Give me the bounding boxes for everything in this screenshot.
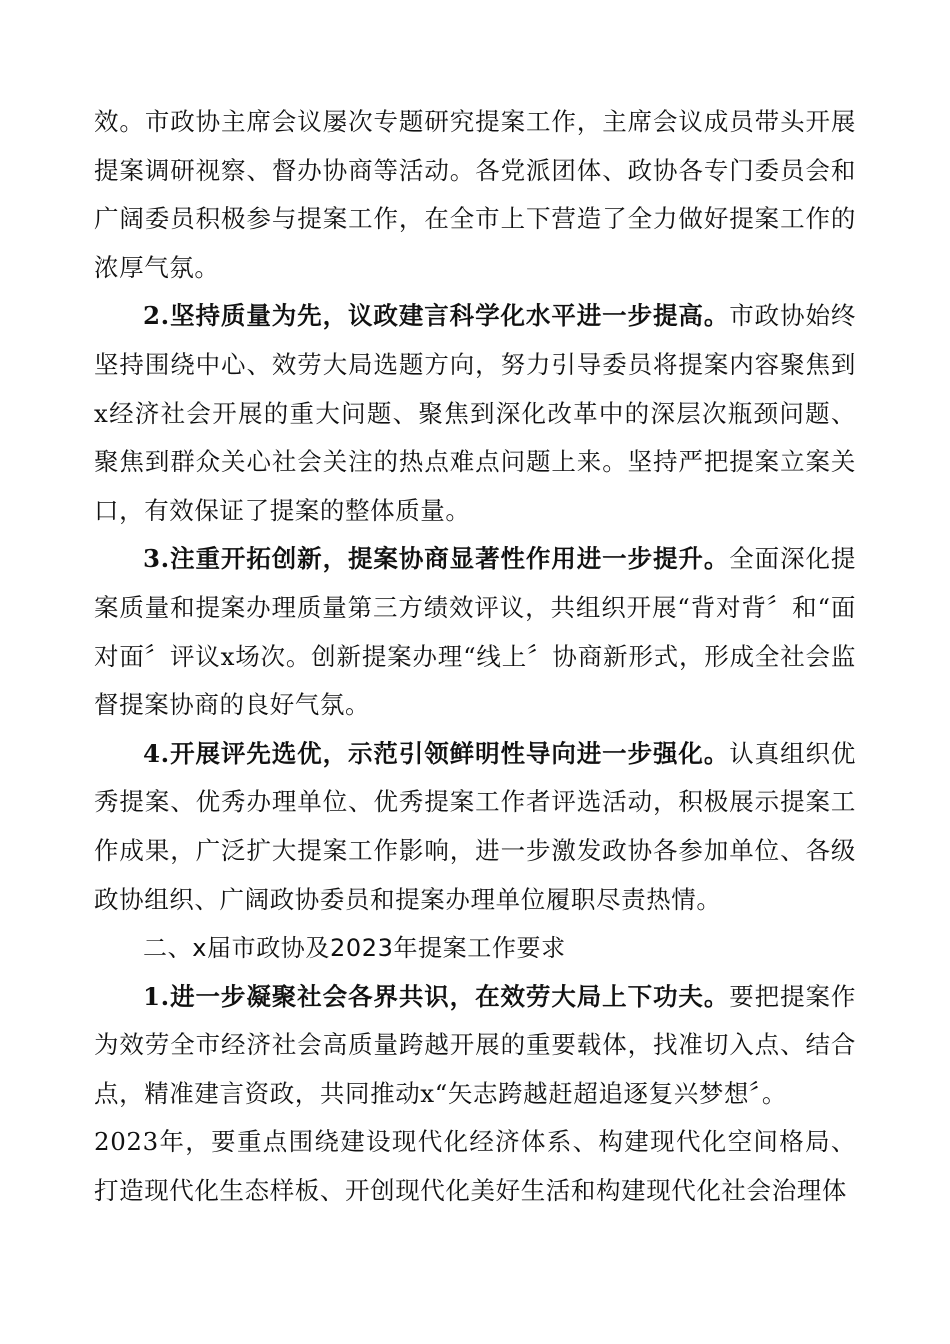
paragraph-text: 市政协始终坚持围绕中心、效劳大局选题方向，努力引导委员将提案内容聚焦到x经济社会开展的重大问题、聚焦到深化改革中的深层次瓶颈问题、聚焦到群众关心社会关注的热点难点问题上来。坚持严把提案立案关口，有效保证了提案的整体质量。 bbox=[94, 301, 856, 525]
paragraph-continuation bbox=[94, 98, 856, 292]
paragraph-text: 要把提案作为效劳全市经济社会高质量跨越开展的重要载体，找准切入点、结合点，精准建言资政，共同推动x“矢志跨越赶超追逐复兴梦想〞。 bbox=[94, 981, 856, 1108]
paragraph-lead-heading: 2.坚持质量为先，议政建言科学化水平进一步提高。 bbox=[143, 301, 730, 331]
paragraph-lead-heading: 3.注重开拓创新，提案协商显著性作用进一步提升。 bbox=[143, 544, 730, 574]
paragraph-text: 效。市政协主席会议屡次专题研究提案工作，主席会议成员带头开展提案调研视察、督办协商等活动。各党派团体、政协各专门委员会和广阔委员积极参与提案工作，在全市上下营造了全力做好提案工作的浓厚气氛。 bbox=[94, 107, 856, 282]
paragraph-quality-first bbox=[94, 292, 856, 535]
document-page bbox=[94, 98, 856, 1216]
paragraph-awards bbox=[94, 730, 856, 924]
section-heading: 二、x届市政协及2023年提案工作要求 bbox=[143, 934, 566, 963]
paragraph-innovation bbox=[94, 535, 856, 729]
paragraph-2023-focus bbox=[94, 1118, 856, 1215]
paragraph-lead-heading: 4.开展评先选优，示范引领鲜明性导向进一步强化。 bbox=[143, 738, 730, 768]
paragraph-text: 全面深化提案质量和提案办理质量第三方绩效评议，共组织开展“背对背〞和“面对面〞评议x场次。创新提案办理“线上〞协商新形式，形成全社会监督提案协商的良好气氛。 bbox=[94, 544, 856, 720]
paragraph-text: 2023年，要重点围绕建设现代化经济体系、构建现代化空间格局、打造现代化生态样板、开创现代化美好生活和构建现代化社会治理体 bbox=[94, 1127, 856, 1206]
paragraph-consensus bbox=[94, 973, 856, 1119]
paragraph-text: 认真组织优秀提案、优秀办理单位、优秀提案工作者评选活动，积极展示提案工作成果，广泛扩大提案工作影响，进一步激发政协各参加单位、各级政协组织、广阔政协委员和提案办理单位履职尽责热情。 bbox=[94, 738, 856, 914]
paragraph-lead-heading: 1.进一步凝聚社会各界共识，在效劳大局上下功夫。 bbox=[143, 981, 730, 1011]
